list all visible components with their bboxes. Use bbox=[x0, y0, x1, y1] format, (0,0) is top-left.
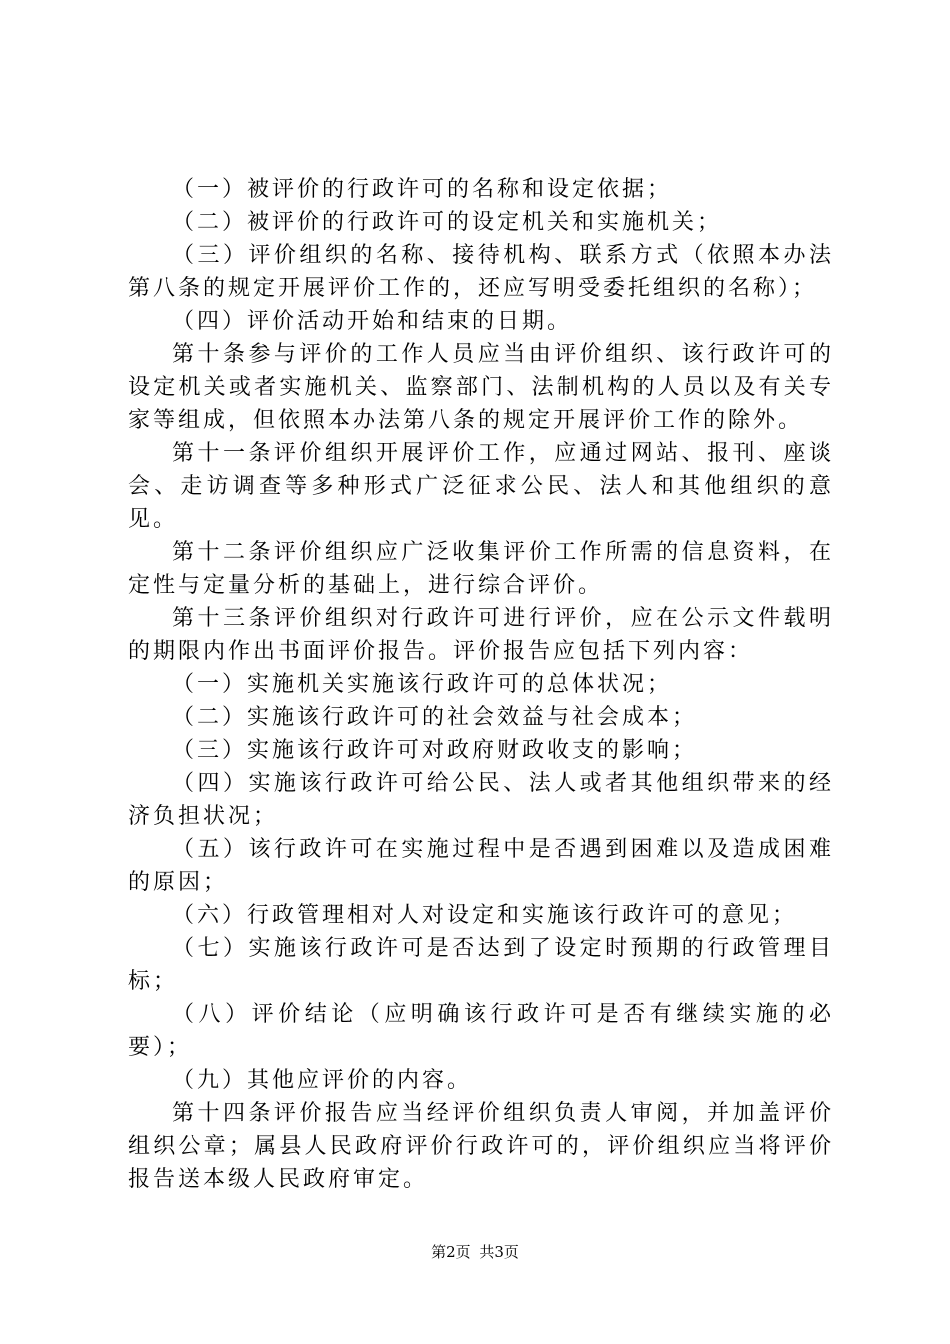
paragraph-18: 第十四条评价报告应当经评价组织负责人审阅，并加盖评价组织公章；属县人民政府评价行政许可的，评价组织应当将评价报告送本级人民政府审定。 bbox=[128, 1101, 834, 1192]
paragraph-13: （五）该行政许可在实施过程中是否遇到困难以及造成困难的原因； bbox=[128, 837, 834, 895]
document-body bbox=[128, 173, 834, 1196]
paragraph-15: （七）实施该行政许可是否达到了设定时预期的行政管理目标； bbox=[128, 936, 834, 994]
paragraph-10: （二）实施该行政许可的社会效益与社会成本； bbox=[172, 705, 698, 730]
paragraph-7: 第十二条评价组织应广泛收集评价工作所需的信息资料，在定性与定量分析的基础上，进行综合评价。 bbox=[128, 540, 834, 598]
paragraph-17: （九）其他应评价的内容。 bbox=[172, 1068, 473, 1093]
paragraph-9: （一）实施机关实施该行政许可的总体状况； bbox=[172, 672, 673, 697]
page-number: 第2页 bbox=[431, 1243, 471, 1261]
paragraph-3: （三）评价组织的名称、接待机构、联系方式（依照本办法第八条的规定开展评价工作的，还应写明受委托组织的名称）； bbox=[128, 243, 834, 301]
paragraph-2: （二）被评价的行政许可的设定机关和实施机关； bbox=[172, 210, 723, 235]
page-total: 共3页 bbox=[479, 1243, 519, 1261]
paragraph-12: （四）实施该行政许可给公民、法人或者其他组织带来的经济负担状况； bbox=[128, 771, 834, 829]
paragraph-14: （六）行政管理相对人对设定和实施该行政许可的意见； bbox=[172, 903, 798, 928]
paragraph-16: （八）评价结论（应明确该行政许可是否有继续实施的必要）； bbox=[128, 1002, 834, 1060]
page-footer bbox=[0, 1242, 950, 1262]
paragraph-8: 第十三条评价组织对行政许可进行评价，应在公示文件载明的期限内作出书面评价报告。评价报告应包括下列内容： bbox=[128, 606, 834, 664]
paragraph-11: （三）实施该行政许可对政府财政收支的影响； bbox=[172, 738, 698, 763]
paragraph-6: 第十一条评价组织开展评价工作，应通过网站、报刊、座谈会、走访调查等多种形式广泛征求公民、法人和其他组织的意见。 bbox=[128, 441, 834, 532]
paragraph-5: 第十条参与评价的工作人员应当由评价组织、该行政许可的设定机关或者实施机关、监察部门、法制机构的人员以及有关专家等组成，但依照本办法第八条的规定开展评价工作的除外。 bbox=[128, 342, 834, 433]
paragraph-4: （四）评价活动开始和结束的日期。 bbox=[172, 309, 573, 334]
paragraph-1: （一）被评价的行政许可的名称和设定依据； bbox=[172, 177, 673, 202]
